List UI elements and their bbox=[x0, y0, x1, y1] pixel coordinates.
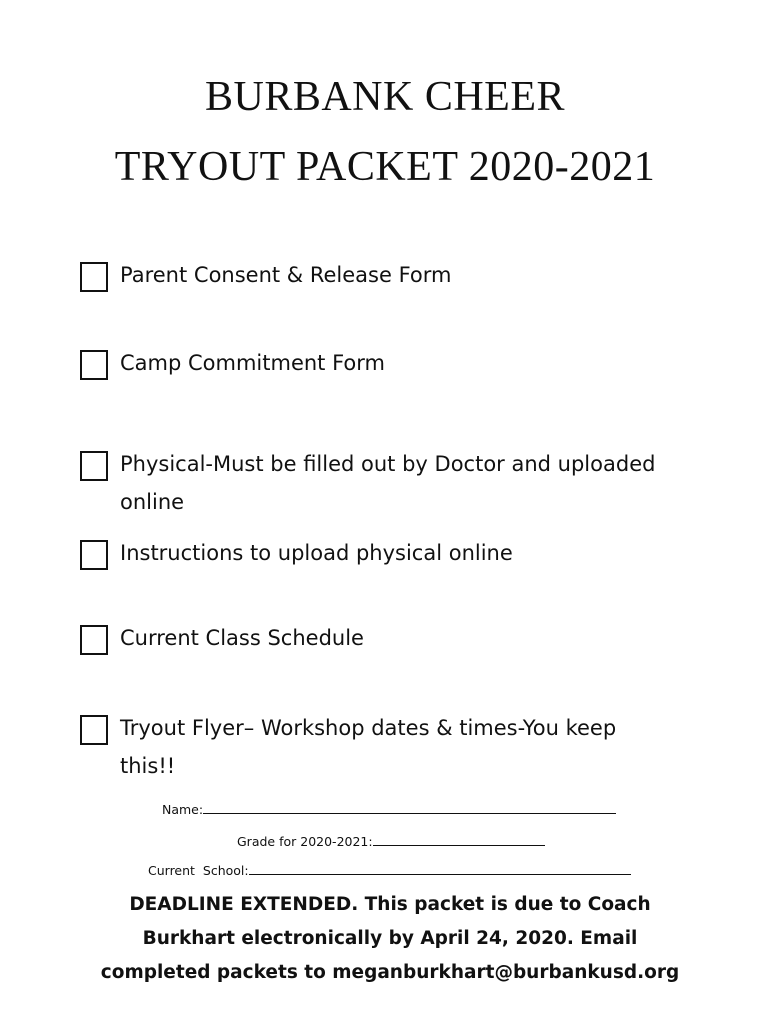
name-field bbox=[162, 800, 616, 817]
grade-input-line[interactable] bbox=[373, 832, 545, 846]
checkbox[interactable] bbox=[80, 715, 108, 745]
checkbox[interactable] bbox=[80, 540, 108, 570]
checklist-item-label: Instructions to upload physical online bbox=[120, 541, 513, 565]
checklist-item-label: Camp Commitment Form bbox=[120, 351, 385, 375]
name-input-line[interactable] bbox=[203, 800, 616, 814]
checklist-item-label: Current Class Schedule bbox=[120, 626, 364, 650]
checklist-item-label: Physical-Must be filled out by Doctor and uploaded online bbox=[120, 452, 656, 514]
deadline-notice: DEADLINE EXTENDED. This packet is due to Coach Burkhart electronically by April 24, 2020. Email completed packets to meganburkhart@burbankusd.org bbox=[100, 894, 680, 983]
document-title: BURBANK CHEER bbox=[204, 74, 566, 120]
school-field bbox=[148, 861, 631, 878]
checkbox[interactable] bbox=[80, 262, 108, 292]
school-field-label: Current School: bbox=[148, 863, 249, 878]
checkbox[interactable] bbox=[80, 350, 108, 380]
checklist-item-label: Parent Consent & Release Form bbox=[120, 263, 452, 287]
grade-field-label: Grade for 2020-2021: bbox=[237, 834, 373, 849]
checklist-item-label: Tryout Flyer– Workshop dates & times-You keep this!! bbox=[120, 716, 617, 778]
name-field-label: Name: bbox=[162, 802, 204, 817]
school-input-line[interactable] bbox=[249, 861, 631, 875]
grade-field bbox=[237, 832, 545, 849]
checkbox[interactable] bbox=[80, 451, 108, 481]
document-subtitle: TRYOUT PACKET 2020-2021 bbox=[114, 144, 656, 190]
checkbox[interactable] bbox=[80, 625, 108, 655]
